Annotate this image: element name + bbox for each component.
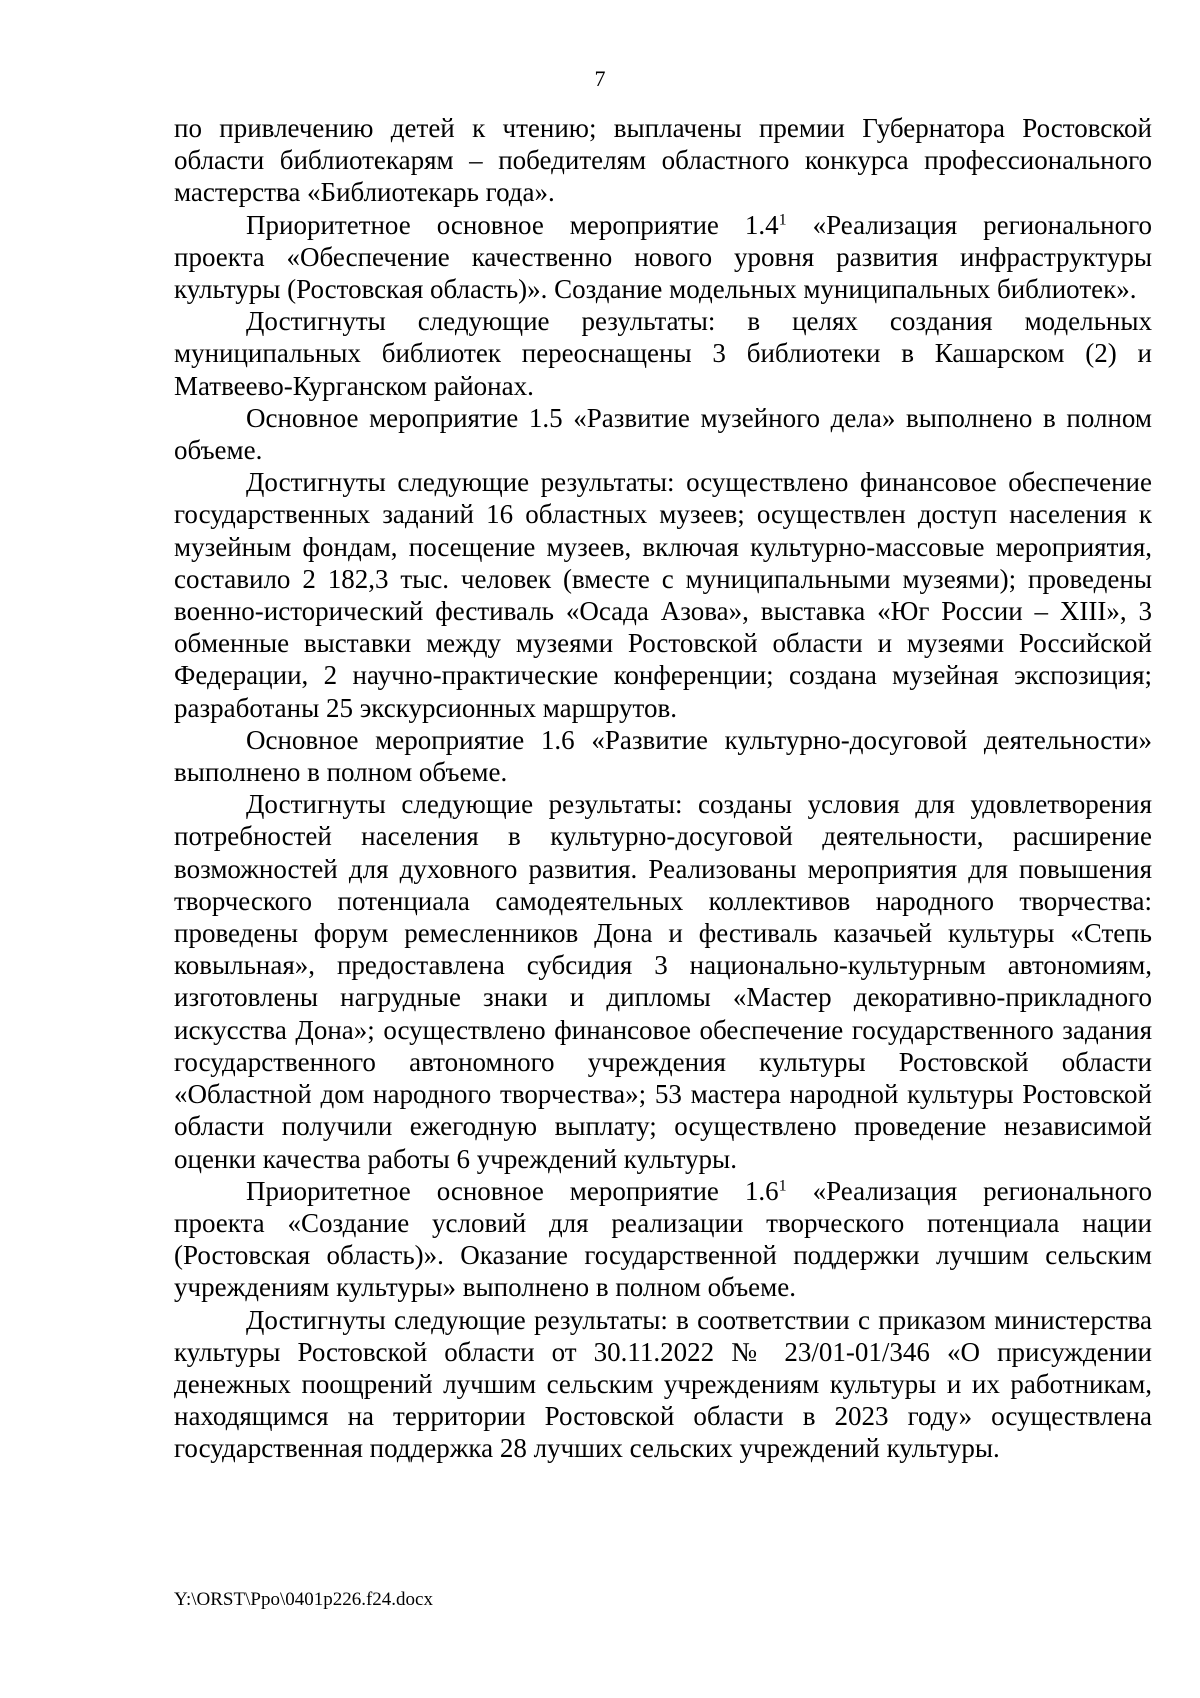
- paragraph-event-1-6: Основное мероприятие 1.6 «Развитие культурно-досуговой деятельности» выполнено в полном объеме.: [174, 724, 1152, 788]
- document-body: [174, 112, 1152, 1465]
- priority-event-1-4-text: «Реализация регионального проекта «Обеспечение качественно нового уровня развития инфраструктуры культуры (Ростовская область)». Создание модельных муниципальных библиотек».: [174, 209, 1152, 305]
- footer-file-path: Y:\ORST\Ppo\0401p226.f24.docx: [174, 1589, 433, 1610]
- paragraph-priority-event-1-4: [174, 209, 1152, 306]
- paragraph-model-libraries-results: Достигнуты следующие результаты: в целях создания модельных муниципальных библиотек переоснащены 3 библиотеки в Кашарском (2) и Матвеево-Курганском районах.: [174, 306, 1152, 401]
- priority-event-1-6-text: «Реализация регионального проекта «Создание условий для реализации творческого потенциала нации (Ростовская область)». Оказание государственной поддержки лучшим сельским учреждениям культуры» выполнено в полном объеме.: [174, 1175, 1152, 1303]
- paragraph-cultural-leisure-results: Достигнуты следующие результаты: созданы условия для удовлетворения потребностей населения в культурно-досуговой деятельности, расширение возможностей для духовного развития. Реализованы мероприятия для повышения творческого потенциала самодеятельных коллективов народного творчества: проведены форум ремесленников Дона и фестиваль казачьей культуры «Степь ковыльная», предоставлена субсидия 3 национально-культурным автономиям, изготовлены нагрудные знаки и дипломы «Мастер декоративно-прикладного искусства Дона»; осуществлено финансовое обеспечение государственного задания государственного автономного учреждения культуры Ростовской области «Областной дом народного творчества»; 53 мастера народной культуры Ростовской области получили ежегодную выплату; осуществлено проведение независимой оценки качества работы 6 учреждений культуры.: [174, 789, 1152, 1174]
- page-number: 7: [594, 66, 606, 91]
- priority-event-1-6-title: Приоритетное основное мероприятие 1.6: [246, 1175, 779, 1206]
- superscript-marker: 1: [778, 209, 787, 228]
- paragraph-priority-event-1-6: [174, 1175, 1152, 1304]
- paragraph-museum-results: Достигнуты следующие результаты: осуществлено финансовое обеспечение государственных заданий 16 областных музеев; осуществлен доступ населения к музейным фондам, посещение музеев, включая культурно-массовые мероприятия, составило 2 182,3 тыс. человек (вместе с муниципальными музеями); проведены военно-исторический фестиваль «Осада Азова», выставка «Юг России – XIII», 3 обменные выставки между музеями Ростовской области и музеями Российской Федерации, 2 научно-практические конференции; создана музейная экспозиция; разработаны 25 экскурсионных маршрутов.: [174, 467, 1152, 723]
- superscript-marker: 1: [778, 1175, 787, 1194]
- paragraph-rural-institutions-results: Достигнуты следующие результаты: в соответствии с приказом министерства культуры Ростовской области от 30.11.2022 № 23/01-01/346 «О присуждении денежных поощрений лучшим сельским учреждениям культуры и их работникам, находящимся на территории Ростовской области в 2023 году» осуществлена государственная поддержка 28 лучших сельских учреждений культуры.: [174, 1304, 1152, 1464]
- paragraph-library-awards: по привлечению детей к чтению; выплачены премии Губернатора Ростовской области библиотекарям – победителям областного конкурса профессионального мастерства «Библиотекарь года».: [174, 113, 1152, 208]
- paragraph-event-1-5: Основное мероприятие 1.5 «Развитие музейного дела» выполнено в полном объеме.: [174, 402, 1152, 466]
- priority-event-1-4-title: Приоритетное основное мероприятие 1.4: [246, 209, 779, 240]
